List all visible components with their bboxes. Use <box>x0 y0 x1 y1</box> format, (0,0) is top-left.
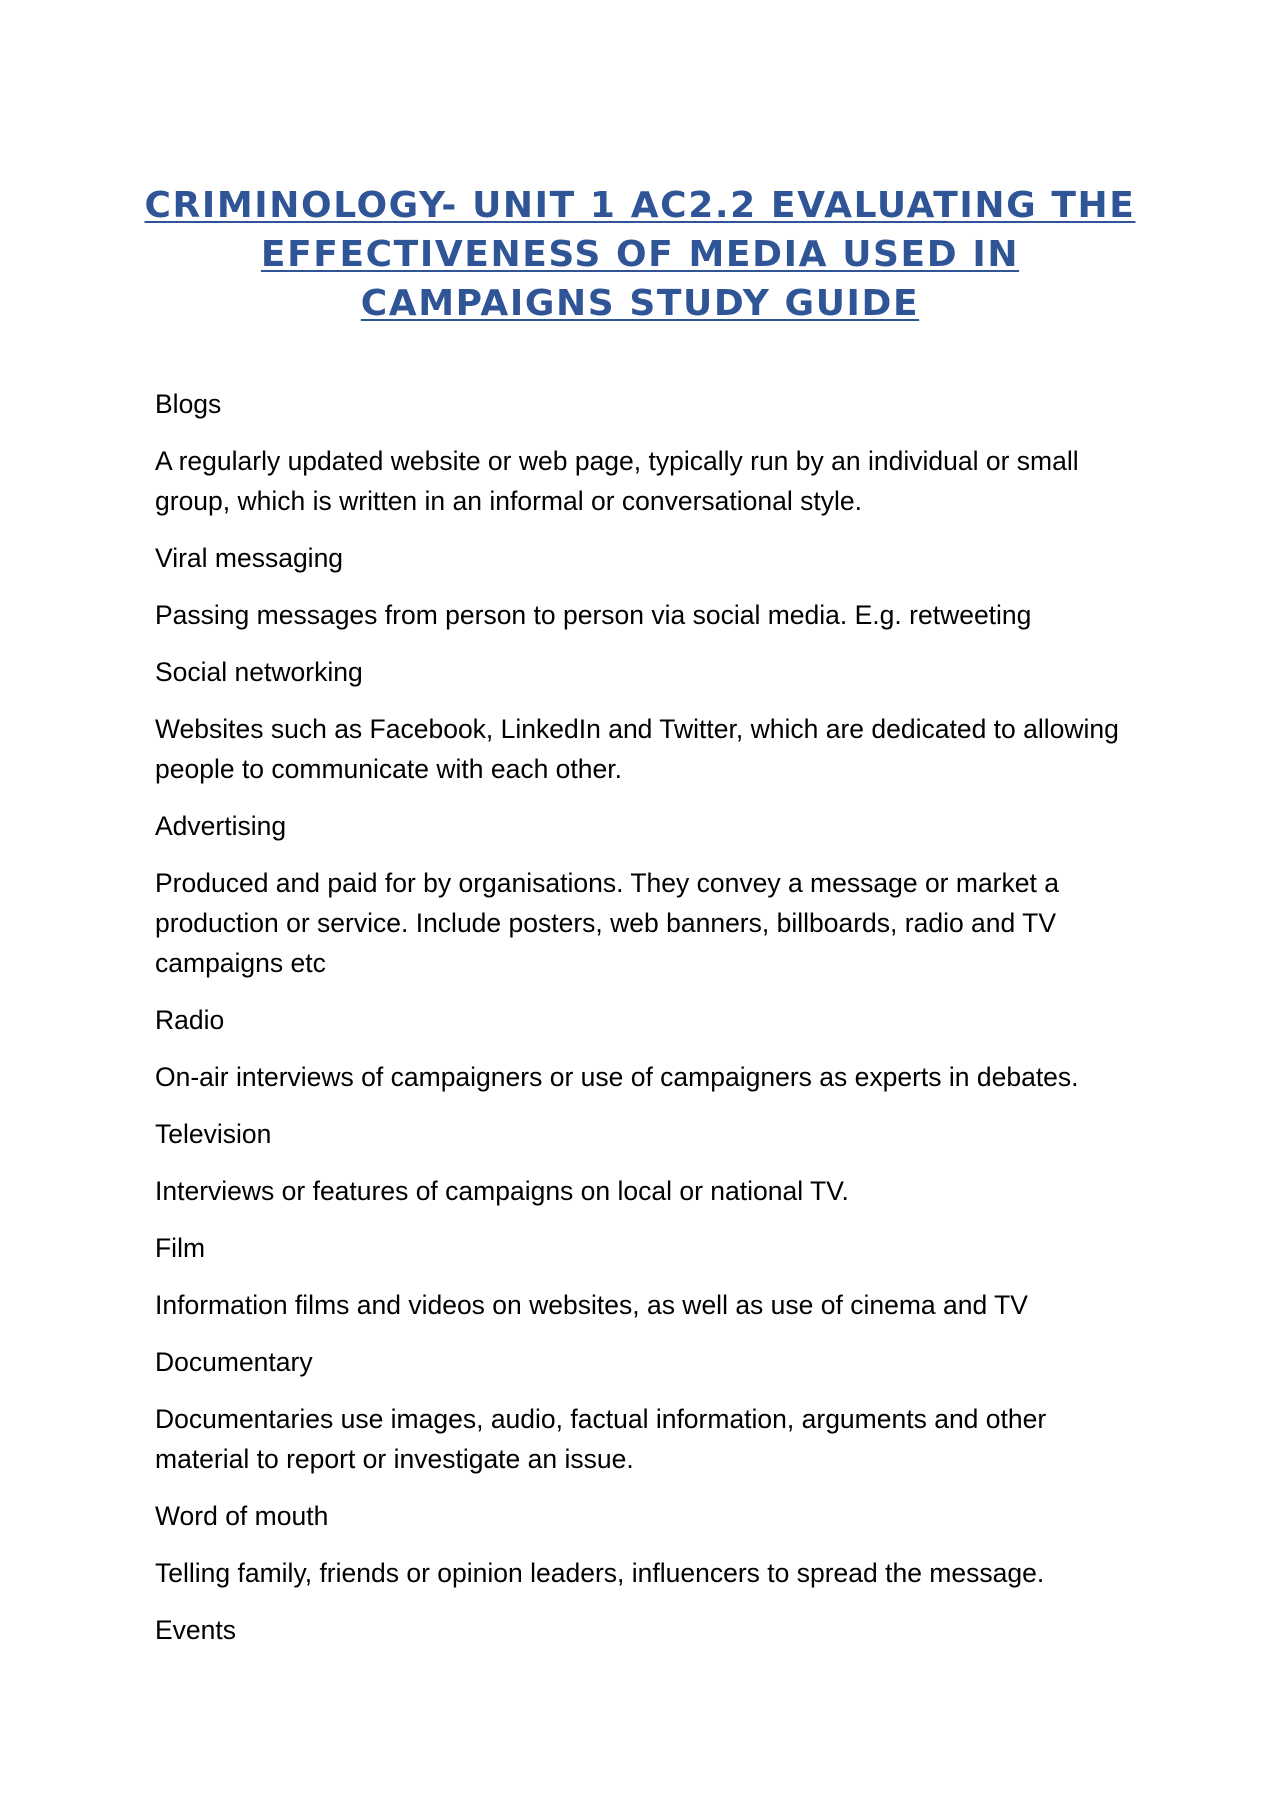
entry-definition-film: Information films and videos on websites, as well as use of cinema and TV <box>155 1290 1028 1320</box>
entry-definition-documentary: Documentaries use images, audio, factual information, arguments and other material to report or investigate an issue. <box>155 1404 1047 1474</box>
entry-definition-blogs: A regularly updated website or web page, typically run by an individual or small group, which is written in an informal or conversational style. <box>155 446 1079 516</box>
page-title <box>130 181 1150 328</box>
entry-term-advertising: Advertising <box>155 811 287 841</box>
entry-definition-word-of-mouth: Telling family, friends or opinion leaders, influencers to spread the message. <box>155 1558 1045 1588</box>
entry-term-word-of-mouth: Word of mouth <box>155 1501 329 1531</box>
entry-definition-advertising: Produced and paid for by organisations. They convey a message or market a production or service. Include posters, web banners, billboards, radio and TV campaigns etc <box>155 868 1059 978</box>
entry-term-events: Events <box>155 1615 237 1645</box>
entry-term-documentary: Documentary <box>155 1347 313 1377</box>
entry-term-television: Television <box>155 1119 272 1149</box>
entry-term-blogs: Blogs <box>155 389 222 419</box>
page-title-text: CRIMINOLOGY- UNIT 1 AC2.2 EVALUATING THE EFFECTIVENESS OF MEDIA USED IN CAMPAIGNS STUDY GUIDE <box>144 185 1136 324</box>
entry-definition-radio: On-air interviews of campaigners or use of campaigners as experts in debates. <box>155 1062 1079 1092</box>
entry-term-viral-messaging: Viral messaging <box>155 543 344 573</box>
entry-definition-television: Interviews or features of campaigns on local or national TV. <box>155 1176 849 1206</box>
entry-definition-social-networking: Websites such as Facebook, LinkedIn and Twitter, which are dedicated to allowing people to communicate with each other. <box>155 714 1119 784</box>
document-body <box>155 384 1145 1667</box>
entry-term-film: Film <box>155 1233 206 1263</box>
entry-definition-viral-messaging: Passing messages from person to person via social media. E.g. retweeting <box>155 600 1032 630</box>
entry-term-radio: Radio <box>155 1005 225 1035</box>
entry-term-social-networking: Social networking <box>155 657 363 687</box>
